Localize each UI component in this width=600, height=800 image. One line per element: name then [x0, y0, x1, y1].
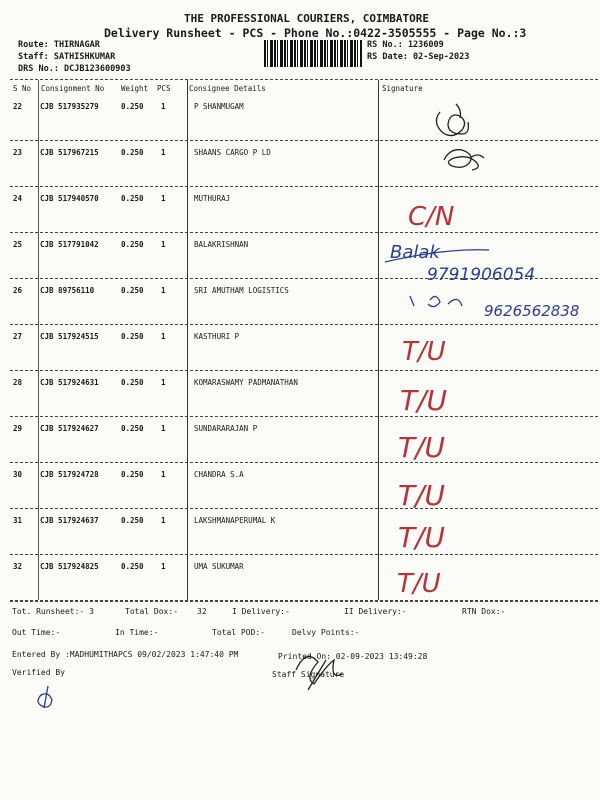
handwriting-tu-29: T/U: [398, 431, 446, 464]
row-weight: 0.250: [121, 378, 144, 387]
handwriting-phone-1: 9791906054: [427, 265, 536, 285]
row-weight: 0.250: [121, 562, 144, 571]
row-pcs: 1: [161, 424, 166, 433]
col-pcs: PCS: [157, 84, 171, 93]
row-consignment-no: CJB 517791042: [40, 240, 99, 249]
rs-number: RS No.: 1236009: [367, 40, 444, 50]
row-pcs: 1: [161, 240, 166, 249]
drs-number: DRS No.: DCJB123600903: [18, 64, 131, 74]
row-weight: 0.250: [121, 148, 144, 157]
total-pod: Total POD:-: [212, 628, 265, 637]
staff-signature: Staff Signature: [272, 670, 345, 679]
row-sno: 29: [13, 424, 23, 433]
col-sno: S No: [13, 84, 32, 93]
handwriting-cn: C/N: [408, 202, 455, 232]
row-pcs: 1: [161, 194, 166, 203]
row-consignee: MUTHURAJ: [194, 194, 231, 203]
footer-divider: [10, 601, 598, 602]
row-sno: 27: [13, 332, 23, 341]
rs-date: RS Date: 02-Sep-2023: [367, 52, 470, 62]
verified-by: Verified By: [12, 668, 65, 677]
row-consignee: P SHANMUGAM: [194, 102, 244, 111]
row-consignee: KASTHURI P: [194, 332, 240, 341]
row-weight: 0.250: [121, 240, 144, 249]
row-weight: 0.250: [121, 470, 144, 479]
col-weight: Weight: [121, 84, 149, 93]
in-time: In Time:-: [115, 628, 159, 637]
row-consignment-no: CJB 517940570: [40, 194, 99, 203]
row-consignment-no: CJB 517924825: [40, 562, 99, 571]
runsheet-title: Delivery Runsheet - PCS - Phone No.:0422-3505555 - Page No.:3: [104, 26, 527, 40]
tot-runsheet: Tot. Runsheet:- 3: [12, 607, 94, 616]
row-consignment-no: CJB 517935279: [40, 102, 99, 111]
row-sno: 32: [13, 562, 23, 571]
row-sno: 23: [13, 148, 23, 157]
i-delivery: I Delivery:-: [232, 607, 290, 616]
row-pcs: 1: [161, 470, 166, 479]
row-sno: 26: [13, 286, 23, 295]
out-time: Out Time:-: [12, 628, 61, 637]
handwriting-balak: Balak: [390, 242, 440, 263]
row-sno: 25: [13, 240, 23, 249]
col-consignee: Consignee Details: [189, 84, 266, 93]
row-consignee: SUNDARARAJAN P: [194, 424, 258, 433]
handwriting-tu-27: T/U: [402, 337, 446, 367]
row-consignee: LAKSHMANAPERUMAL K: [194, 516, 276, 525]
row-pcs: 1: [161, 332, 166, 341]
total-dox-value: 32: [197, 607, 207, 616]
handwriting-tu-32: T/U: [397, 569, 441, 599]
signature-row-22: [436, 104, 468, 136]
row-weight: 0.250: [121, 516, 144, 525]
row-consignment-no: CJB 89756110: [40, 286, 95, 295]
row-pcs: 1: [161, 286, 166, 295]
total-dox-label: Total Dox:-: [125, 607, 178, 616]
entered-by: Entered By :MADHUMITHAPCS 09/02/2023 1:47:40 PM: [12, 650, 239, 659]
row-consignee: BALAKRISHNAN: [194, 240, 249, 249]
delvy-points: Delvy Points:-: [292, 628, 360, 637]
verified-mark: [38, 686, 52, 708]
row-consignment-no: CJB 517967215: [40, 148, 99, 157]
col-signature: Signature: [382, 84, 423, 93]
staff-label: Staff: SATHISHKUMAR: [18, 52, 116, 62]
row-consignment-no: CJB 517924631: [40, 378, 99, 387]
row-consignment-no: CJB 517924728: [40, 470, 99, 479]
row-consignee: CHANDRA S.A: [194, 470, 244, 479]
company-name: THE PROFESSIONAL COURIERS, COIMBATORE: [184, 12, 430, 25]
row-pcs: 1: [161, 102, 166, 111]
ii-delivery: II Delivery:-: [344, 607, 407, 616]
row-weight: 0.250: [121, 194, 144, 203]
row-sno: 31: [13, 516, 23, 525]
route-label: Route: THIRNAGAR: [18, 40, 100, 50]
row-pcs: 1: [161, 148, 166, 157]
row-consignment-no: CJB 517924637: [40, 516, 99, 525]
row-consignee: SHAANS CARGO P LD: [194, 148, 271, 157]
handwriting-tu-30: T/U: [398, 479, 446, 512]
row-sno: 22: [13, 102, 23, 111]
col-consignment: Consignment No: [41, 84, 105, 93]
row-pcs: 1: [161, 378, 166, 387]
row-consignee: SRI AMUTHAM LOGISTICS: [194, 286, 289, 295]
printed-on: Printed On: 02-09-2023 13:49:28: [278, 652, 428, 661]
row-consignee: KOMARASWAMY PADMANATHAN: [194, 378, 298, 387]
row-consignment-no: CJB 517924627: [40, 424, 99, 433]
row-pcs: 1: [161, 562, 166, 571]
rtn-dox: RTN Dox:-: [462, 607, 506, 616]
row-sno: 28: [13, 378, 23, 387]
handwriting-phone-2: 9626562838: [484, 302, 580, 320]
signature-row-26: [410, 296, 462, 307]
row-pcs: 1: [161, 516, 166, 525]
handwriting-tu-28: T/U: [400, 384, 448, 417]
handwriting-tu-31: T/U: [398, 521, 446, 554]
row-consignment-no: CJB 517924515: [40, 332, 99, 341]
row-sno: 30: [13, 470, 23, 479]
row-weight: 0.250: [121, 102, 144, 111]
signature-row-23: [444, 150, 484, 170]
row-consignee: UMA SUKUMAR: [194, 562, 244, 571]
row-weight: 0.250: [121, 286, 144, 295]
row-weight: 0.250: [121, 424, 144, 433]
row-sno: 24: [13, 194, 23, 203]
row-weight: 0.250: [121, 332, 144, 341]
